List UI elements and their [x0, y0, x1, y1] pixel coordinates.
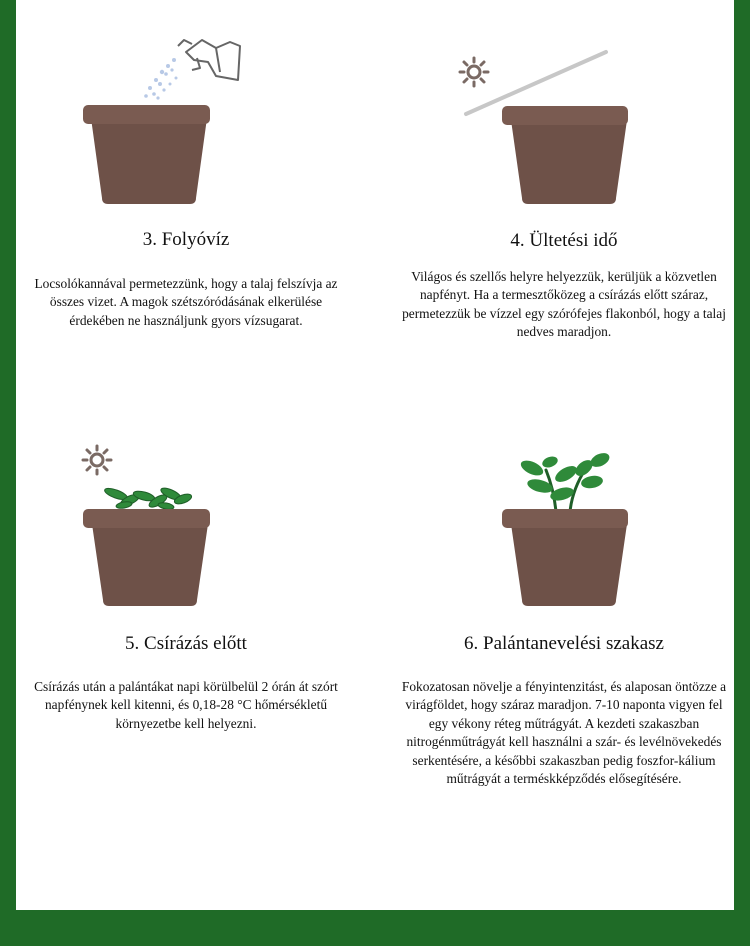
step-description: Locsolókannával permetezzünk, hogy a talaj felszívja az összes vizet. A magok szétszóródásának elkerülése érdekében ne használjunk gyors vízsugarat. — [34, 276, 338, 328]
step-title: 3. Folyóvíz — [142, 229, 230, 250]
spray-bottle-icon — [178, 40, 240, 80]
instruction-sheet — [16, 0, 734, 910]
light-ray — [466, 52, 606, 114]
sun-icon — [460, 58, 488, 86]
step-6-illustration — [394, 410, 734, 620]
flower-pot — [502, 106, 628, 204]
step-3-illustration — [16, 0, 356, 210]
flower-pot — [502, 509, 628, 606]
step-title: 4. Ültetési idő — [510, 230, 618, 251]
step-4-illustration — [394, 0, 734, 210]
step-5-illustration — [16, 410, 356, 620]
step-description: Fokozatosan növelje a fényintenzitást, és alaposan öntözze a virágföldet, hogy száraz maradjon. 7-10 naponta vigyen fel egy vékony réteg műtrágyát. A kezdeti szakaszban nitrogénműtrágyát kell használni a szár- és levélnövekedés serkentésére, a későbbi szakaszban pedig foszfor-kálium műtrágyát a terméskképződés elősegítésére. — [401, 679, 727, 787]
step-title: 5. Csírázás előtt — [125, 633, 247, 654]
flower-pot — [83, 105, 210, 204]
step-description: Világos és szellős helyre helyezzük, kerüljük a közvetlen napfényt. Ha a termesztőközeg a csírázás előtt száraz, permetezzük be vízzel egy szórófejes flakonból, hogy a talaj nedves maradjon. — [402, 269, 726, 340]
flower-pot — [83, 509, 210, 606]
step-title: 6. Palántanevelési szakasz — [464, 633, 664, 654]
water-spray — [144, 58, 177, 100]
sun-icon — [83, 446, 111, 474]
young-plant — [519, 450, 612, 512]
seedlings — [103, 486, 192, 511]
step-description: Csírázás után a palántákat napi körülbelül 2 órán át szórt napfénynek kell kitenni, és 0,18-28 °C hőmérsékletű környezetbe kell helyezni. — [34, 679, 338, 731]
